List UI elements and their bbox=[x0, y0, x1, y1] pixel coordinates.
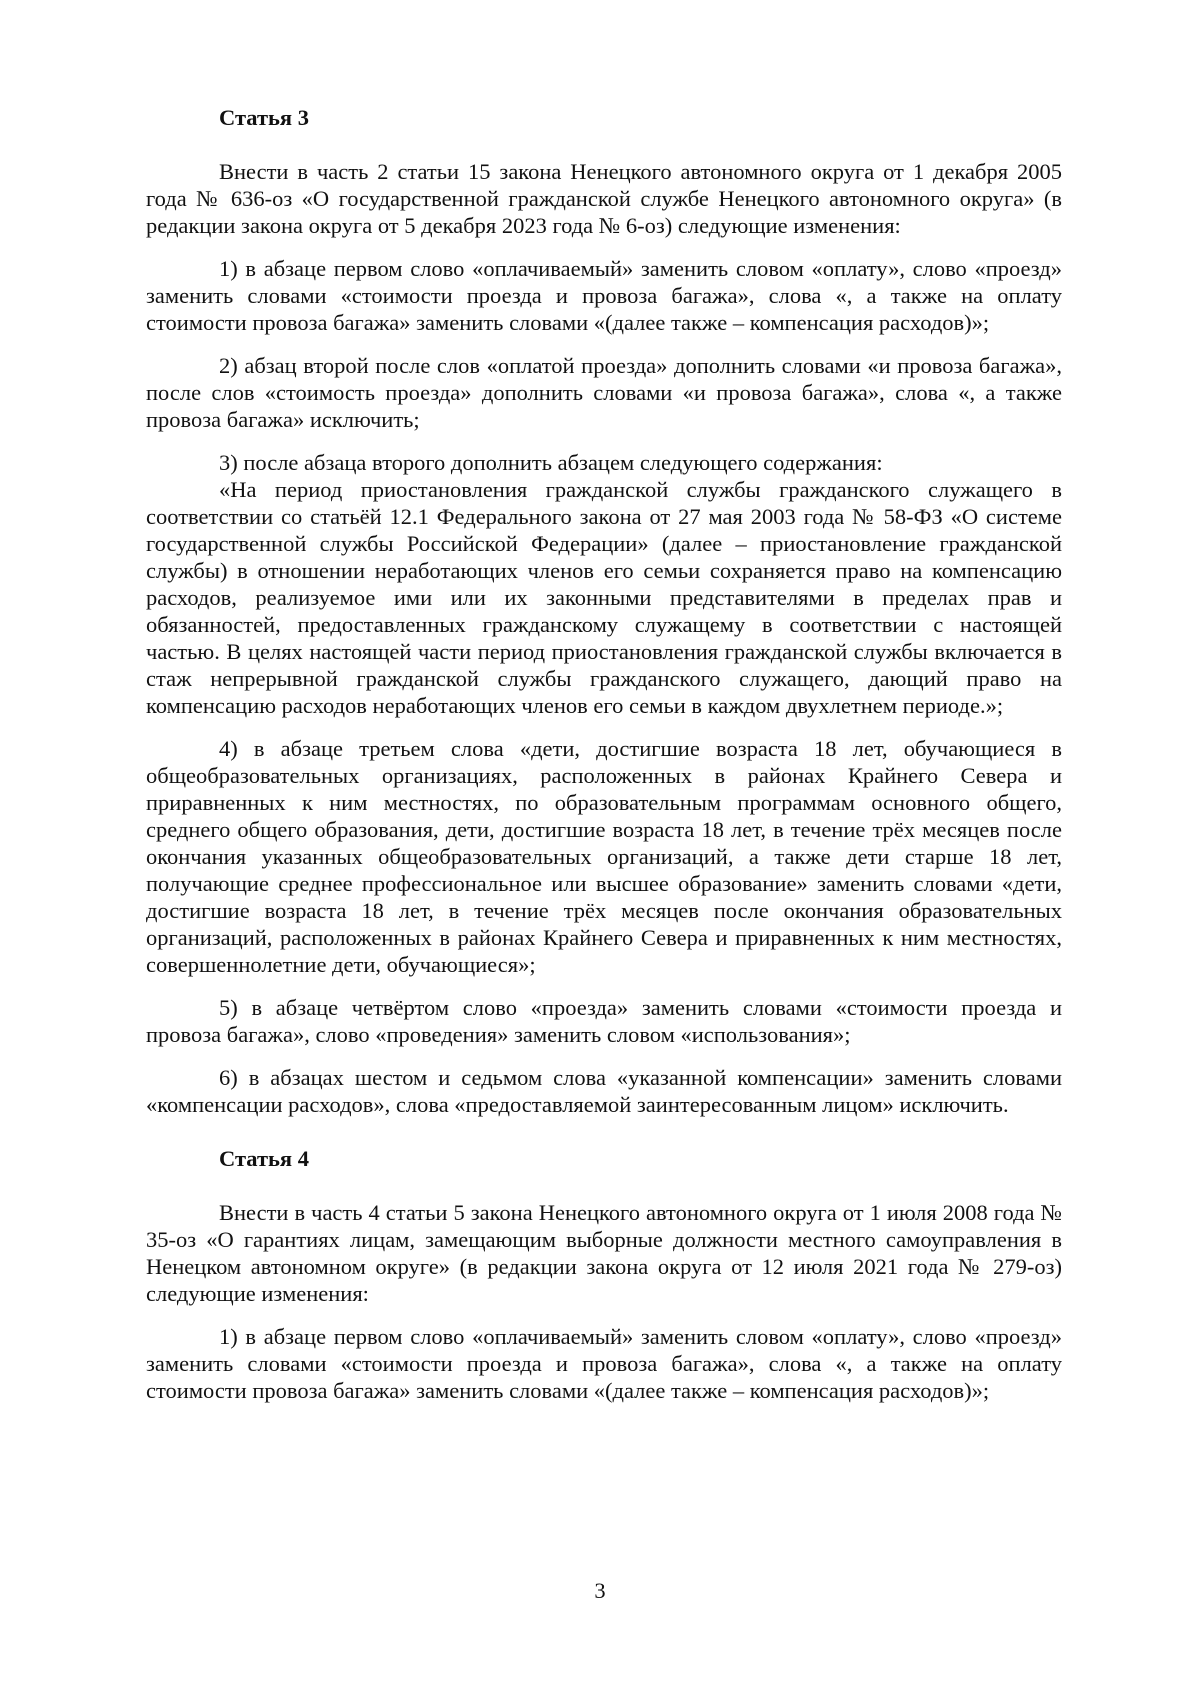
article-3-item-2: 2) абзац второй после слов «оплатой проезда» дополнить словами «и провоза багажа», после слов «стоимость проезда» дополнить словами «и провоза багажа», слова «, а также провоза багажа» исключить; bbox=[146, 353, 1062, 432]
article-3-heading: Статья 3 bbox=[219, 105, 309, 130]
article-3-item-3: 3) после абзаца второго дополнить абзацем следующего содержания: bbox=[219, 450, 883, 475]
document-page bbox=[146, 104, 1062, 1420]
article-4-item-1: 1) в абзаце первом слово «оплачиваемый» заменить словом «оплату», слово «проезд» заменить словами «стоимости проезда и провоза багажа», слова «, а также на оплату стоимости провоза багажа» заменить словами «(далее также – компенсация расходов)»; bbox=[146, 1324, 1062, 1403]
article-3-item-1: 1) в абзаце первом слово «оплачиваемый» заменить словом «оплату», слово «проезд» заменить словами «стоимости проезда и провоза багажа», слова «, а также на оплату стоимости провоза багажа» заменить словами «(далее также – компенсация расходов)»; bbox=[146, 256, 1062, 335]
article-3-item-5: 5) в абзаце четвёртом слово «проезда» заменить словами «стоимости проезда и провоза багажа», слово «проведения» заменить словом «использования»; bbox=[146, 995, 1062, 1047]
article-3-item-3-quote: «На период приостановления гражданской службы гражданского служащего в соответствии со статьёй 12.1 Федерального закона от 27 мая 2003 года № 58-ФЗ «О системе государственной службы Российской Федерации» (далее – приостановление гражданской службы) в отношении неработающих членов его семьи сохраняется право на компенсацию расходов, реализуемое ими или их законными представителями в пределах прав и обязанностей, предоставленных гражданскому служащему в соответствии с настоящей частью. В целях настоящей части период приостановления гражданской службы включается в стаж непрерывной гражданской службы гражданского служащего, дающий право на компенсацию расходов неработающих членов его семьи в каждом двухлетнем периоде.»; bbox=[146, 477, 1062, 718]
page-number: 3 bbox=[594, 1578, 606, 1603]
article-3-item-4: 4) в абзаце третьем слова «дети, достигшие возраста 18 лет, обучающиеся в общеобразовательных организациях, расположенных в районах Крайнего Севера и приравненных к ним местностях, по образовательным программам основного общего, среднего общего образования, дети, достигшие возраста 18 лет, в течение трёх месяцев после окончания указанных общеобразовательных организаций, а также дети старше 18 лет, получающие среднее профессиональное или высшее образование» заменить словами «дети, достигшие возраста 18 лет, в течение трёх месяцев после окончания образовательных организаций, расположенных в районах Крайнего Севера и приравненных к ним местностях, совершеннолетние дети, обучающиеся»; bbox=[146, 736, 1062, 977]
article-3-item-6: 6) в абзацах шестом и седьмом слова «указанной компенсации» заменить словами «компенсации расходов», слова «предоставляемой заинтересованным лицом» исключить. bbox=[146, 1065, 1062, 1117]
article-4-intro: Внести в часть 4 статьи 5 закона Ненецкого автономного округа от 1 июля 2008 года № 35-оз «О гарантиях лицам, замещающим выборные должности местного самоуправления в Ненецком автономном округе» (в редакции закона округа от 12 июля 2021 года № 279-оз) следующие изменения: bbox=[146, 1200, 1062, 1306]
article-3-intro: Внести в часть 2 статьи 15 закона Ненецкого автономного округа от 1 декабря 2005 года № 636-оз «О государственной гражданской службе Ненецкого автономного округа» (в редакции закона округа от 5 декабря 2023 года № 6-оз) следующие изменения: bbox=[146, 159, 1062, 238]
article-4-heading: Статья 4 bbox=[219, 1146, 309, 1171]
